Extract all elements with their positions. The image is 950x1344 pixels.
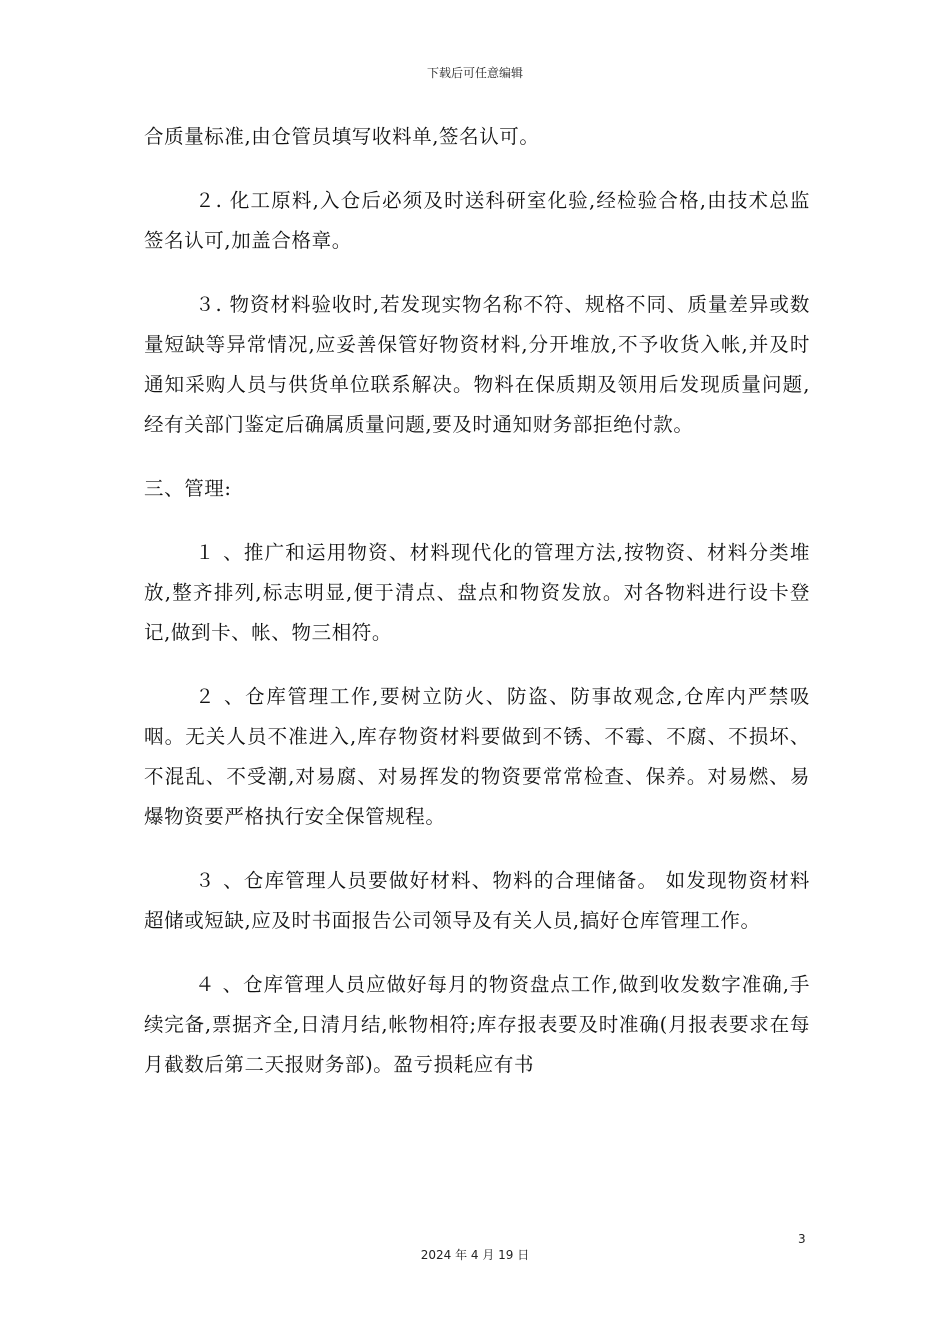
paragraph-management-4: ４ 、仓库管理人员应做好每月的物资盘点工作,做到收发数字准确,手续完备,票据齐全,日清月结,帐物相符;库存报表要及时准确(月报表要求在每月截数后第二天报财务部)。盈亏损耗应有书 — [144, 973, 810, 1076]
paragraph-management-2: ２ 、仓库管理工作,要树立防火、防盗、防事故观念,仓库内严禁吸咽。无关人员不准进入,库存物资材料要做到不锈、不霉、不腐、不损坏、不混乱、不受潮,对易腐、对易挥发的物资要常常检查、保养。对易燃、易爆物资要严格执行安全保管规程。 — [144, 685, 810, 828]
paragraph-management-3: ３ 、仓库管理人员要做好材料、物料的合理储备。 如发现物资材料超储或短缺,应及时书面报告公司领导及有关人员,搞好仓库管理工作。 — [144, 869, 810, 932]
section-heading-management: 三、管理: — [144, 477, 232, 500]
page-header: 下载后可任意编辑 — [426, 66, 523, 80]
page-number: 3 — [798, 1232, 806, 1246]
document-body — [144, 117, 810, 1109]
paragraph-continuation: 合质量标准,由仓管员填写收料单,签名认可。 — [144, 125, 540, 148]
paragraph-management-1: １ 、推广和运用物资、材料现代化的管理方法,按物资、材料分类堆放,整齐排列,标志明显,便于清点、盘点和物资发放。对各物料进行设卡登记,做到卡、帐、物三相符。 — [144, 541, 810, 644]
footer-date: 2024 年 4 月 19 日 — [420, 1248, 530, 1262]
paragraph-item-3-inspection: ３. 物资材料验收时,若发现实物名称不符、规格不同、质量差异或数量短缺等异常情况,应妥善保管好物资材料,分开堆放,不予收货入帐,并及时通知采购人员与供货单位联系解决。物料在保质期及领用后发现质量问题,经有关部门鉴定后确属质量问题,要及时通知财务部拒绝付款。 — [144, 293, 810, 436]
paragraph-item-2-chemical: ２. 化工原料,入仓后必须及时送科研室化验,经检验合格,由技术总监签名认可,加盖合格章。 — [144, 189, 810, 252]
